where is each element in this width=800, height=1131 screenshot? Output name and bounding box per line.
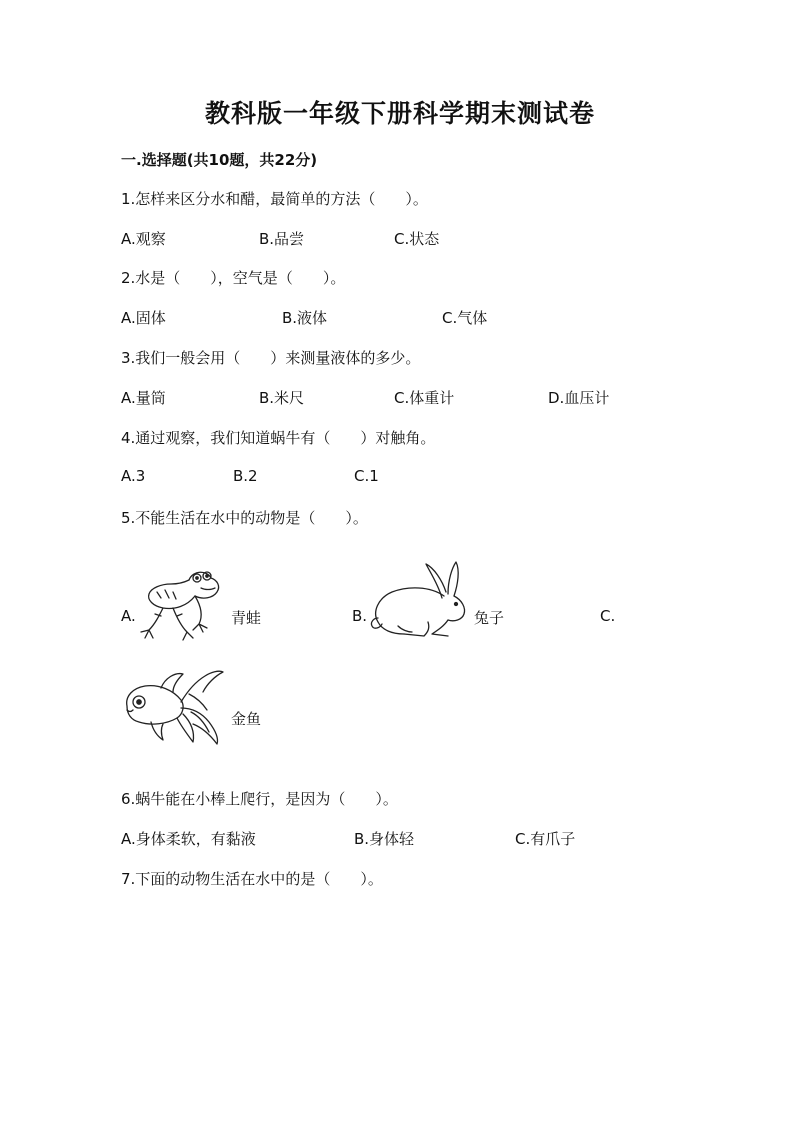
question-1-option-c: C.状态 <box>394 230 440 248</box>
question-3-stem: 3.我们一般会用（ ）来测量液体的多少。 <box>121 349 421 367</box>
question-4-stem: 4.通过观察，我们知道蜗牛有（ ）对触角。 <box>121 429 436 447</box>
question-6-option-b: B.身体轻 <box>354 830 415 848</box>
question-2-option-a: A.固体 <box>121 309 166 327</box>
frog-icon <box>137 566 225 644</box>
question-5-option-c-label: 金鱼 <box>231 710 262 728</box>
question-1-option-a: A.观察 <box>121 230 166 248</box>
question-4-option-a: A.3 <box>121 467 146 485</box>
question-2-option-b: B.液体 <box>282 309 328 327</box>
question-5-option-b-label: 兔子 <box>474 609 505 627</box>
question-4-option-c: C.1 <box>354 467 379 485</box>
question-5-option-a-label: 青蛙 <box>231 609 262 627</box>
question-3-option-d: D.血压计 <box>548 389 610 407</box>
question-5-option-a: A. <box>121 607 136 625</box>
question-7-stem: 7.下面的动物生活在水中的是（ ）。 <box>121 870 383 888</box>
question-2-option-c: C.气体 <box>442 309 488 327</box>
goldfish-icon <box>121 664 227 746</box>
question-3-option-b: B.米尺 <box>259 389 305 407</box>
question-6-option-c: C.有爪子 <box>515 830 576 848</box>
question-5-stem: 5.不能生活在水中的动物是（ ）。 <box>121 509 368 527</box>
page-title: 教科版一年级下册科学期末测试卷 <box>204 99 595 128</box>
question-5-option-b: B. <box>352 607 368 625</box>
question-6-stem: 6.蜗牛能在小棒上爬行，是因为（ ）。 <box>121 790 398 808</box>
question-3-option-c: C.体重计 <box>394 389 455 407</box>
question-6-option-a: A.身体柔软，有黏液 <box>121 830 256 848</box>
question-5-option-c: C. <box>600 607 616 625</box>
question-4-option-b: B.2 <box>233 467 258 485</box>
question-1-option-b: B.品尝 <box>259 230 305 248</box>
section-heading: 一.选择题(共10题，共22分) <box>121 151 318 169</box>
question-2-stem: 2.水是（ ），空气是（ ）。 <box>121 269 346 287</box>
rabbit-icon <box>368 560 472 642</box>
question-3-option-a: A.量筒 <box>121 389 166 407</box>
question-1-stem: 1.怎样来区分水和醋，最简单的方法（ ）。 <box>121 190 428 208</box>
